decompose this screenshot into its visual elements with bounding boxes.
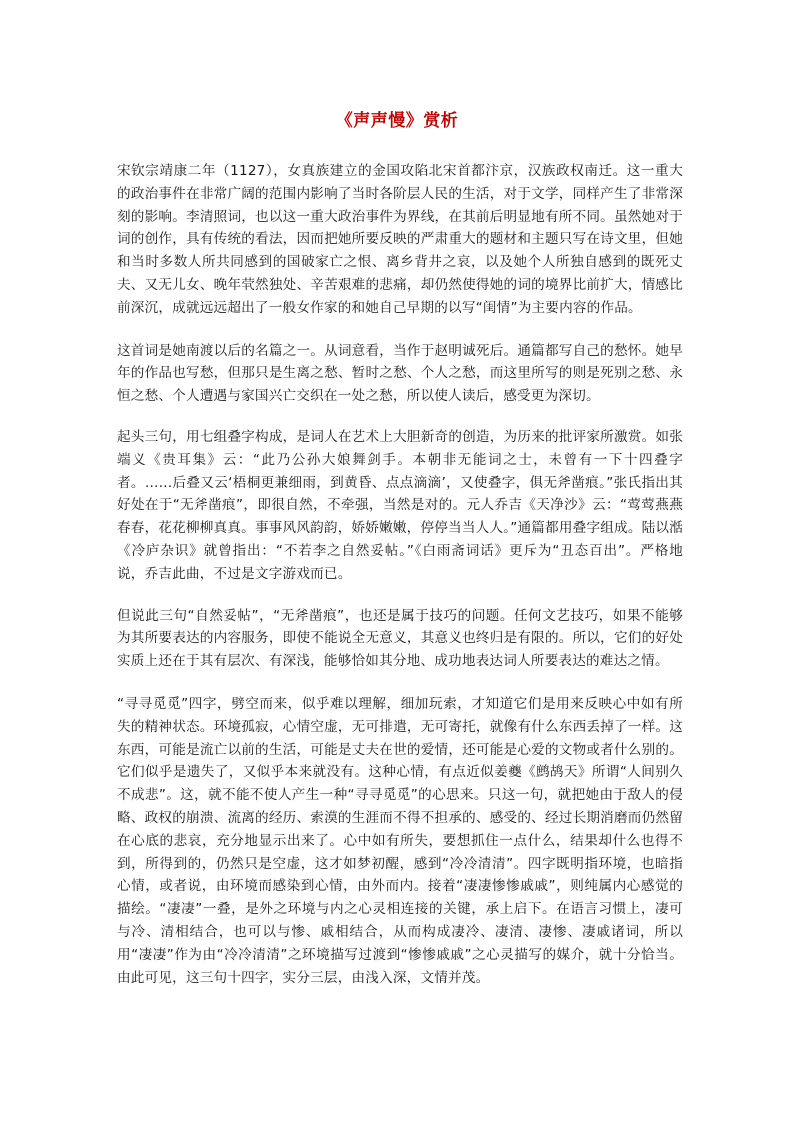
document-body (117, 160, 683, 1007)
paragraph-1: 宋钦宗靖康二年（1127），女真族建立的金国攻陷北宋首都汴京，汉族政权南迁。这一重大的政治事件在非常广阔的范围内影响了当时各阶层人民的生活，对于文学，同样产生了非常深刻的影响。李清照词，也以这一重大政治事件为界线，在其前后明显地有所不同。虽然她对于词的创作，具有传统的看法，因而把她所要反映的严肃重大的题材和主题只写在诗文里，但她和当时多数人所共同感到的国破家亡之恨、离乡背井之哀，以及她个人所独自感到的既死丈夫、又无儿女、晚年茕然独处、辛苦艰难的悲痛，却仍然使得她的词的境界比前扩大，情感比前深沉，成就远远超出了一般女作家的和她自己早期的以写“闺情”为主要内容的作品。 (117, 163, 683, 316)
paragraph-5: “寻寻觅觅”四字，劈空而来，似乎难以理解，细加玩索，才知道它们是用来反映心中如有所失的精神状态。环境孤寂，心情空虚，无可排遣，无可寄托，就像有什么东西丢掉了一样。这东西，可能是流亡以前的生活，可能是丈夫在世的爱情，还可能是心爱的文物或者什么别的。它们似乎是遗失了，又似乎本来就没有。这种心情，有点近似姜夔《鹧鸪天》所谓“人间别久不成悲”。这，就不能不使人产生一种“寻寻觅觅”的心思来。只这一句，就把她由于敌人的侵略、政权的崩溃、流离的经历、索漠的生涯而不得不担承的、感受的、经过长期消磨而仍然留在心底的悲哀，充分地显示出来了。心中如有所失，要想抓住一点什么，结果却什么也得不到，所得到的，仍然只是空虚，这才如梦初醒，感到“冷冷清清”。四字既明指环境，也暗指心情，或者说，由环境而感染到心情，由外而内。接着“凄凄惨惨戚戚”，则纯属内心感觉的描绘。“凄凄”一叠，是外之环境与内之心灵相连接的关键，承上启下。在语言习惯上，凄可与冷、清相结合，也可以与惨、戚相结合，从而构成凄冷、凄清、凄惨、凄戚诸词，所以用“凄凄”作为由“冷冷清清”之环境描写过渡到“惨惨戚戚”之心灵描写的媒介，就十分恰当。由此可见，这三句十四字，实分三层，由浅入深，文情并茂。 (117, 695, 683, 986)
paragraph-3: 起头三句，用七组叠字构成，是词人在艺术上大胆新奇的创造，为历来的批评家所激赏。如张端义《贵耳集》云：“此乃公孙大娘舞剑手。本朝非无能词之士，未曾有一下十四叠字者。……后叠又云‘梧桐更兼细雨，到黄昏、点点滴滴’，又使叠字，俱无斧凿痕。”张氏指出其好处在于“无斧凿痕”，即很自然，不牵强，当然是对的。元人乔吉《天净沙》云：“莺莺燕燕春春，花花柳柳真真。事事风风韵韵，娇娇嫩嫩，停停当当人人。”通篇都用叠字组成。陆以湉《冷庐杂识》就曾指出：“不若李之自然妥帖。”《白雨斋词话》更斥为“丑态百出”。严格地说，乔吉此曲，不过是文字游戏而已。 (117, 428, 683, 582)
page-title: 《声声慢》赏析 (335, 111, 459, 131)
paragraph-4: 但说此三句“自然妥帖”，“无斧凿痕”，也还是属于技巧的问题。任何文艺技巧，如果不能够为其所要表达的内容服务，即使不能说全无意义，其意义也终归是有限的。所以，它们的好处实质上还在于其有层次、有深浅，能够恰如其分地、成功地表达词人所要表达的难达之情。 (117, 607, 683, 670)
paragraph-2: 这首词是她南渡以后的名篇之一。从词意看，当作于赵明诚死后。通篇都写自己的愁怀。她早年的作品也写愁，但那只是生离之愁、暂时之愁、个人之愁，而这里所写的则是死别之愁、永恒之愁、个人遭遇与家国兴亡交织在一处之愁，所以使人读后，感受更为深切。 (117, 342, 683, 405)
